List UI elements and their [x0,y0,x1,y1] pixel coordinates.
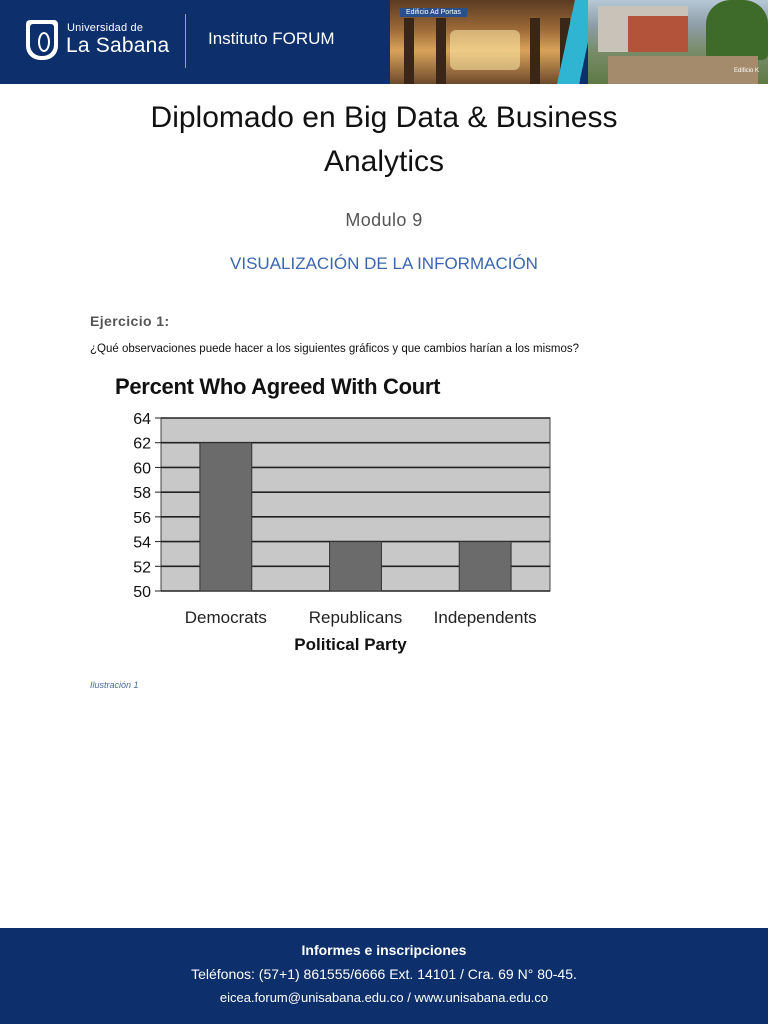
y-tick-label: 62 [133,435,151,453]
module-heading: Modulo 9 [345,210,423,230]
bar-chart [100,405,570,665]
header-divider [185,14,186,68]
institute-name: Instituto FORUM [208,29,335,48]
header-banner [0,0,768,84]
title-line-2: Analytics [323,145,445,178]
footer-heading: Informes e inscripciones [301,942,467,958]
figure-caption: Ilustración 1 [90,680,139,690]
title-line-1: Diplomado en Big Data & Business [150,101,618,134]
y-tick-label: 50 [133,584,151,601]
y-tick-label: 60 [133,460,151,478]
y-tick-label: 54 [133,534,151,552]
section-subtitle: VISUALIZACIÓN DE LA INFORMACIÓN [230,254,538,273]
footer-banner [0,928,768,1024]
exercise-question: ¿Qué observaciones puede hacer a los siguientes gráficos y que cambios harían a los mismos? [90,343,580,355]
bar-democrats [200,443,252,591]
footer-contact: eicea.forum@unisabana.edu.co / www.unisabana.edu.co [219,990,549,1005]
exercise-heading: Ejercicio 1: [90,313,170,329]
y-tick-label: 52 [133,559,151,577]
y-tick-label: 56 [133,509,151,527]
bar-independents [459,542,511,591]
x-tick-label: Independents [433,608,537,627]
photo-sign-right: Edificio K [734,68,760,74]
university-shield-icon [26,20,58,60]
bar-republicans [330,542,382,591]
y-tick-label: 58 [133,485,151,503]
footer-phones: Teléfonos: (57+1) 861555/6666 Ext. 14101 / Cra. 69 N° 80-45. [191,966,577,982]
x-tick-label: Republicans [308,608,403,627]
y-tick-label: 64 [133,411,151,428]
photo-sign-left: Edificio Ad Portas [400,8,467,17]
x-axis-label: Political Party [294,635,407,654]
x-tick-label: Democrats [184,608,267,627]
university-name: La Sabana [66,34,170,57]
document-title [0,96,768,184]
chart-title: Percent Who Agreed With Court [115,374,441,399]
university-name-small: Universidad de [67,22,144,34]
